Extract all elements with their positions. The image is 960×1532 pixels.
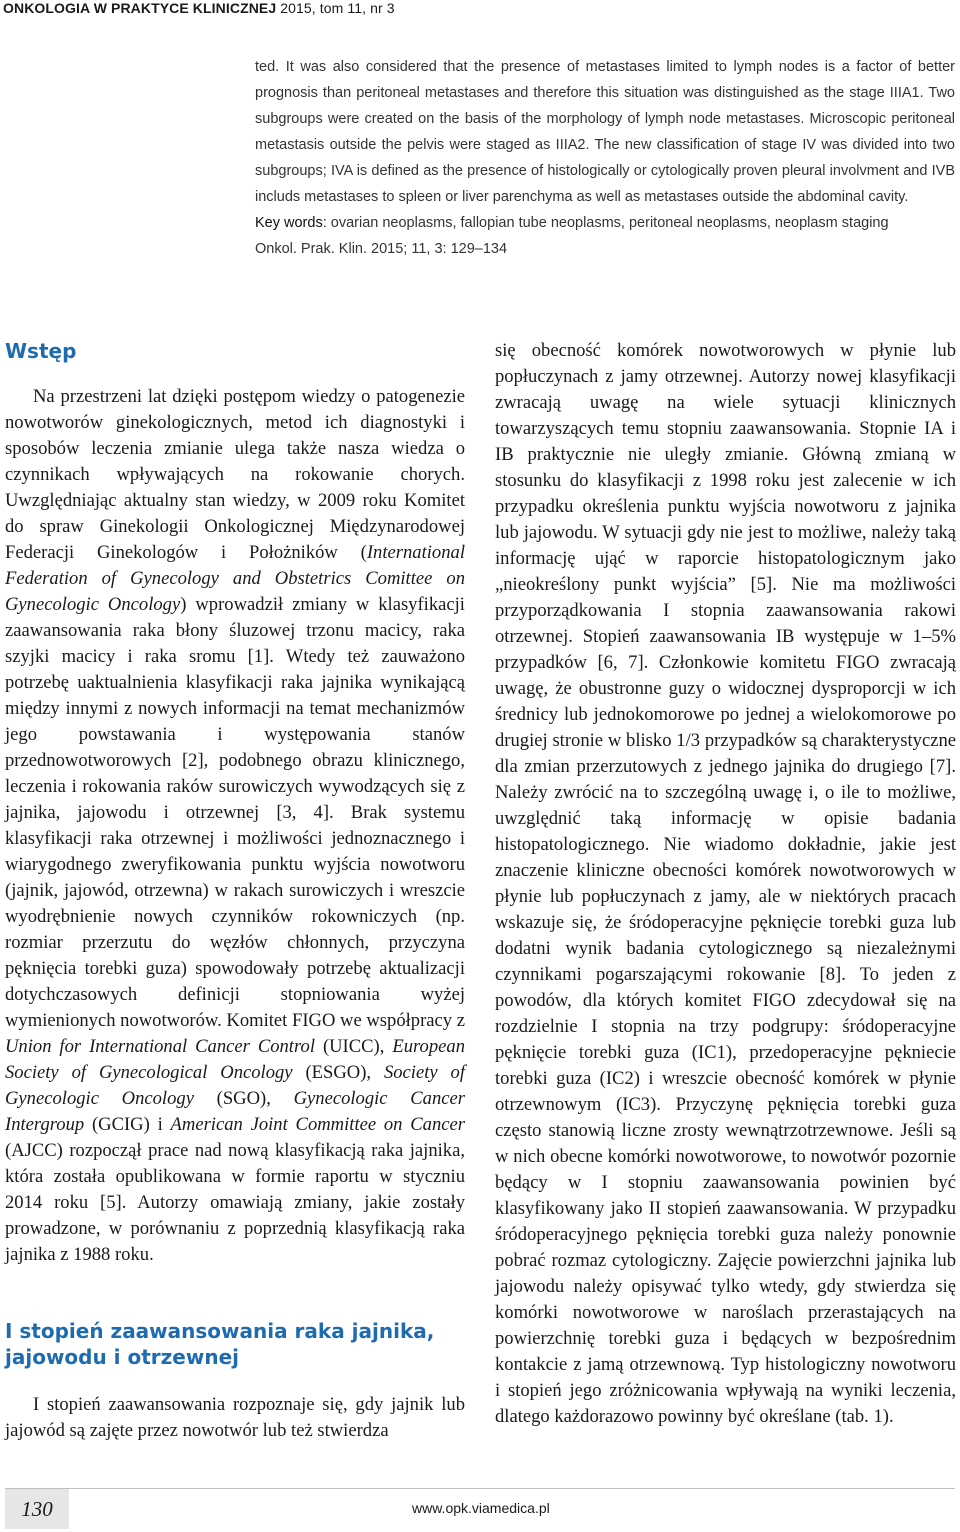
page-number: 130 xyxy=(21,1496,53,1521)
footer-url: www.opk.viamedica.pl xyxy=(412,1500,550,1516)
intro-italic-gcig: Gynecologic Cancer Intergroup xyxy=(5,1088,465,1135)
keywords-list: : ovarian neoplasms, fallopian tube neoplasms, peritoneal neoplasms, neoplasm staging xyxy=(322,215,889,231)
intro-text-part: (AJCC) rozpoczął prace nad nową klasyfikacją raka jajnika, która została opublikowana w formie raportu w styczniu 2014 roku [5]. Autorzy omawiają zmiany, jakie zostały prowadzone, w porównaniu z poprzednią klasyfikacją raka jajnika z 1988 roku. xyxy=(5,1140,465,1265)
stage1-paragraph: I stopień zaawansowania rozpoznaje się, gdy jajnik lub jajowód są zajęte przez nowotwór lub też stwierdza xyxy=(5,1394,465,1441)
abstract xyxy=(255,54,955,262)
intro-italic-uicc: Union for International Cancer Control xyxy=(5,1036,315,1057)
intro-text-column xyxy=(5,384,465,1268)
running-head xyxy=(3,0,395,16)
section-title-stage-1: I stopień zaawansowania raka jajnika, jajowodu i otrzewnej xyxy=(5,1319,435,1369)
keywords xyxy=(255,210,955,236)
intro-text-part: ) wprowadził zmiany w klasyfikacji zaawansowania raka błony śluzowej trzonu macicy, raka szyjki macicy i raka sromu [1]. Wtedy też zauważono potrzebę uaktualnienia klasyfikacji raka jajnika wynikającą między innymi z nowych informacji na temat mechanizmów jego powstawania i występowania stanów przednowotworowych [2], podobnego obrazu klinicznego, leczenia i rokowania raków surowiczych wywodzących się z jajnika, jajowodu i otrzewnej [3, 4]. Brak systemu klasyfikacji raka otrzewnej i możliwości jednoznacznego i wiarygodnego zweryfikowania punktu wyjścia nowotworu (jajnik, jajowód, otrzewna) w rakach surowiczych i wreszcie wyodrębnienie nowych czynników rokowniczych (np. rozmiar przerzutu do węzłów chłonnych, przyczyna pęknięcia torebki guza) spowodowały potrzebę aktualizacji dotychczasowych definicji stopniowania wyżej wymienionych nowotworów. Komitet FIGO we współpracy z xyxy=(5,594,465,1031)
right-paragraph: się obecność komórek nowotworowych w płynie lub popłuczynach z jamy otrzewnej. Autorzy nowej klasyfikacji zwracają uwagę na wiele sytuacji klinicznych towarzyszących temu stopniu zaawansowania. Stopnie IA i IB praktycznie nie uległy zmianie. Główną zmianą w stosunku do klasyfikacji z 1998 roku jest zalecenie w ich przypadku określenia punktu wyjścia nowotworu z jajnika lub jajowodu. W sytuacji gdy nie jest to możliwe, należy taką informację ująć w raporcie histopatologicznym jako „nieokreślony punkt wyjścia” [5]. Nie ma możliwości przyporządkowania I stopnia zaawansowania rakowi otrzewnej. Stopień zaawansowania IB występuje w 1–5% przypadków [6, 7]. Członkowie komitetu FIGO zwracają uwagę, że obustronne guzy o widocznej dysproporcji w ich średnicy lub jednokomorowe po jednej a wielokomorowe po drugiej stronie w blisko 1/3 przypadków są charakterystyczne dla zmian przerzutowych z jednego jajnika do drugiego [7]. Należy zwrócić na to szczególną uwagę i, o ile to możliwe, uwzględnić taką informację w opisie badania histopatologicznego. Nie wiadomo dokładnie, jakie jest znaczenie kliniczne obecności komórek nowotworowych w płynie lub popłuczynach z jamy, ale w niektórych pracach wskazuje się, że śródoperacyjne pęknięcie torebki guza lub dodatni wynik badania cytologicznego są niezależnymi czynnikami pogarszającymi rokowanie [8]. To jeden z powodów, dla których komitet FIGO zdecydował się na rozdzielnie I stopnia na trzy podgrupy: śródoperacyjne pęknięcie torebki guza (IC1), przedoperacyjne pękniecie torebki guza (IC2) i wreszcie obecność komórek w płynie otrzewnowym (IC3). Przyczynę pęknięcia torebki guza często stanowią liczne zrosty wewnątrzotrzewnowe. Jeśli są w nich obecne komórki nowotworowe, to nowotwór pozornie będący w I stopniu zaawansowania powinien być klasyfikowany jako II stopień zaawansowania. W przypadku śródoperacyjnego pęknięcia torebki guza należy ponownie pobrać rozmaz cytologiczny. Zajęcie powierzchni jajnika lub jajowodu należy opisywać tylko wtedy, gdy stwierdza się komórki nowotworowe w naroślach przerastających na powierzchnię torebki guza i będących w bezpośrednim kontakcie z jamą otrzewnową. Typ histologiczny nowotworu i stopień jego zróżnicowania wpływają na wyniki leczenia, dlatego każdorazowo powinny być określane (tab. 1). xyxy=(495,340,956,1427)
journal-volume: 2015, tom 11, nr 3 xyxy=(280,0,395,16)
intro-text-part: (GCIG) i xyxy=(84,1114,171,1135)
keywords-label: Key words xyxy=(255,215,323,231)
journal-name: ONKOLOGIA W PRAKTYCE KLINICZNEJ xyxy=(3,0,277,16)
intro-text-part: Na przestrzeni lat dzięki postępom wiedzy o patogenezie nowotworów ginekologicznych, metod ich diagnostyki i sposobów leczenia zmianie ulega także nasza wiedza o czynnikach wpływających na rokowanie chorych. Uwzględniając aktualny stan wiedzy, w 2009 roku Komitet do spraw Ginekologii Onkologicznej Międzynarodowej Federacji Ginekologów i Położników ( xyxy=(5,386,465,563)
stage1-text-column xyxy=(5,1392,465,1444)
intro-italic-figo: International Federation of Gynecology and Obstetrics Comittee on Gynecologic Oncology xyxy=(5,542,465,615)
intro-italic-esgo: European Society of Gynecological Oncology xyxy=(5,1036,465,1083)
footer-divider xyxy=(5,1488,955,1489)
intro-text-part: (SGO), xyxy=(193,1088,294,1109)
intro-italic-sgo: Society of Gynecologic Oncology xyxy=(5,1062,465,1109)
abstract-text: ted. It was also considered that the presence of metastases limited to lymph nodes is a factor of better prognosis than peritoneal metastases and therefore this situation was distinguished as the stage IIIA1. Two subgroups were created on the basis of the morphology of lymph node metastases. Microscopic peritoneal metastasis outside the pelvis were staged as IIIA2. The new classification of stage IV was divided into two subgroups; IVA is defined as the presence of histologically or cytologically proven pleural involvment and IVB includs metastases to spleen or liver parenchyma as well as metastases outside the abdominal cavity. xyxy=(255,59,955,205)
right-text-column xyxy=(495,338,956,1430)
section-title-intro: Wstęp xyxy=(5,339,77,363)
intro-text-part: (UICC), xyxy=(315,1036,393,1057)
citation: Onkol. Prak. Klin. 2015; 11, 3: 129–134 xyxy=(255,241,508,257)
intro-paragraph xyxy=(5,384,465,1268)
intro-italic-ajcc: American Joint Committee on Cancer xyxy=(170,1114,465,1135)
intro-text-part: (ESGO), xyxy=(292,1062,384,1083)
page-number-box xyxy=(5,1489,69,1529)
